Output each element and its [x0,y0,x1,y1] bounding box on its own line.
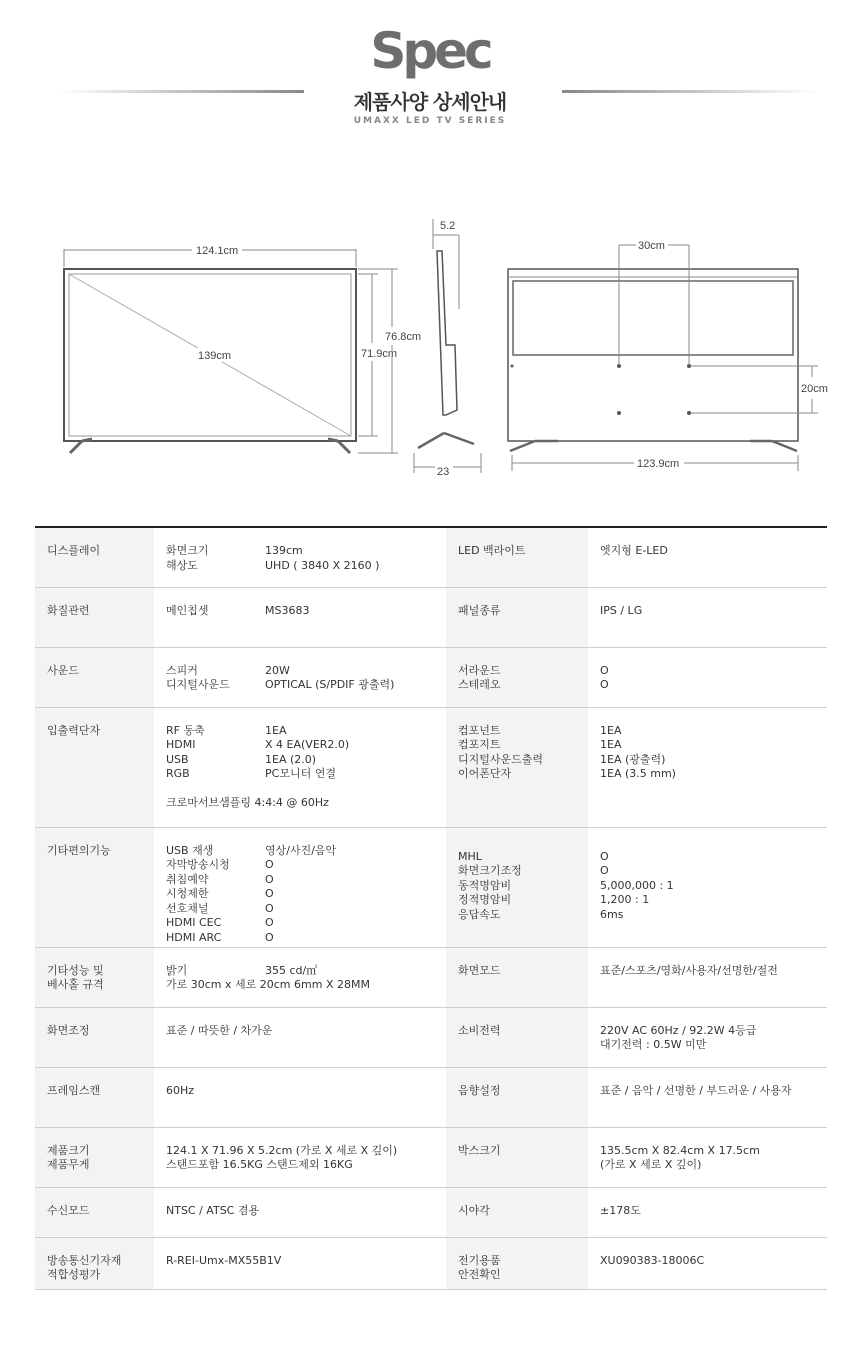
spec-item [166,544,434,559]
spec-row [35,1007,827,1067]
front-width-label: 124.1cm [196,245,239,257]
spec-value [588,947,827,1007]
spec-item [166,873,434,888]
spec-label-line: 디지털사운드출력 [458,752,544,766]
spec-label [35,1067,154,1127]
spec-label [446,947,588,1007]
spec-item-value: O [265,858,274,871]
spec-label-line: 패널종류 [458,603,501,617]
spec-label [35,1237,154,1289]
spec-item-key: HDMI ARC [166,930,222,944]
spec-value [588,827,827,947]
spec-label [446,1007,588,1067]
spec-item-key: 선호채널 [166,901,209,915]
spec-item [166,931,434,946]
spec-header [0,0,860,140]
spec-item [166,1254,434,1269]
series-name: UMAXX LED TV SERIES [353,116,507,126]
spec-item [166,604,434,619]
spec-table [35,526,827,1290]
spec-row [35,1187,827,1237]
spec-label [35,947,154,1007]
spec-item-value: OPTICAL (S/PDIF 광출력) [265,678,395,691]
spec-label-line: MHL [458,849,482,863]
spec-label-line: 적합성평가 [47,1268,101,1281]
spec-value [588,587,827,647]
spec-label-line: LED 백라이트 [458,544,526,557]
spec-row [35,947,827,1007]
spec-row [35,1237,827,1289]
spec-extra: 가로 30cm x 세로 20cm 6mm X 28MM [166,978,370,991]
spec-item-value: O [265,930,274,944]
spec-label [446,827,588,947]
spec-label-line: 음향설정 [458,1083,501,1097]
spec-item-key: HDMI CEC [166,916,222,929]
spec-value-line: 1EA [600,723,622,737]
spec-row [35,527,827,587]
spec-value [154,1127,446,1187]
spec-item-key: R-REI-Umx-MX55B1V [166,1253,282,1267]
spec-item [166,724,434,739]
spec-item-key: 자막방송시청 [166,858,230,871]
screen-height-label: 71.9cm [361,348,398,360]
spec-item-key: USB 재생 [166,843,214,857]
spec-value-line: 1,200 : 1 [600,893,650,906]
spec-label-line: 기타성능 및 [47,963,104,977]
spec-label-line: 수신모드 [47,1203,90,1217]
spec-item-key: USB [166,752,189,766]
spec-item-value: MS3683 [265,603,310,617]
spec-label [35,527,154,587]
spec-label [35,587,154,647]
spec-item-value: O [265,916,274,929]
spec-item-key: HDMI [166,738,196,751]
spec-item-key: 스탠드포함 16.5KG 스탠드제외 16KG [166,1158,353,1171]
spec-item-value: 1EA [265,723,287,737]
back-view [508,240,828,471]
spec-label-line: 정적명암비 [458,893,512,906]
spec-item-value: UHD ( 3840 X 2160 ) [265,558,380,572]
spec-label-line: 방송통신기자재 [47,1253,122,1267]
spec-value-line: O [600,663,609,677]
spec-item [166,1024,434,1039]
spec-value-line: (가로 X 세로 X 깊이) [600,1158,702,1171]
spec-value-line: ±178도 [600,1203,641,1217]
spec-row [35,1067,827,1127]
spec-item-value: 영상/사진/음악 [265,843,337,857]
spec-value [154,1187,446,1237]
spec-item [166,902,434,917]
spec-item [166,887,434,902]
spec-value [588,1067,827,1127]
spec-value-line: 대기전력 : 0.5W 미만 [600,1038,707,1051]
depth-top-label: 5.2 [440,220,456,232]
spec-row [35,1127,827,1187]
spec-item-key: 해상도 [166,558,198,572]
spec-label-line: 화면크기조정 [458,864,522,877]
spec-item-key: 밝기 [166,963,188,977]
spec-label-line: 동적명암비 [458,878,512,892]
spec-item-key: RF 동축 [166,723,205,737]
page-title: 제품사양 상세안내 [353,90,507,114]
spec-label [446,647,588,707]
spec-label-line: 박스크기 [458,1143,501,1157]
spec-item [166,678,434,693]
spec-value-line: 표준/스포츠/영화/사용자/선명한/절전 [600,963,778,977]
spec-value-line: 1EA (광출력) [600,752,666,766]
spec-label [35,1127,154,1187]
spec-label-line: 화면모드 [458,963,501,977]
spec-label-line: 전기용품 [458,1253,501,1267]
spec-label-line: 기타편의기능 [47,843,111,857]
stand-depth-label: 23 [437,466,450,478]
spec-item-value: O [265,901,274,915]
spec-label-line: 스테레오 [458,678,501,691]
spec-value-line: IPS / LG [600,603,643,617]
spec-item [166,916,434,931]
spec-value-line: 1EA (3.5 mm) [600,767,676,780]
spec-label-line: 컴포넌트 [458,723,501,737]
spec-value [588,707,827,827]
spec-item [166,738,434,753]
spec-value-line: O [600,849,609,863]
spec-value [154,827,446,947]
spec-item [166,664,434,679]
spec-row [35,827,827,947]
vesa-horizontal-label: 30cm [638,240,665,252]
spec-value-line: 5,000,000 : 1 [600,878,674,892]
spec-value [154,647,446,707]
spec-item [166,844,434,859]
spec-item-key: RGB [166,767,190,780]
spec-value [154,707,446,827]
spec-label [35,707,154,827]
spec-item-key: 취침예약 [166,872,209,886]
spec-label [446,587,588,647]
spec-item [166,1204,434,1219]
spec-row [35,707,827,827]
spec-label [35,827,154,947]
spec-item [166,858,434,873]
spec-logo: Spec [370,22,490,80]
spec-item-key: 화면크기 [166,544,209,557]
spec-value-line: 엣지형 E-LED [600,544,668,557]
dimension-diagram [0,205,860,490]
spec-label-line: 화면조정 [47,1023,90,1037]
spec-value-line: 6ms [600,907,624,921]
diagonal-label: 139cm [198,350,232,362]
spec-item-key: NTSC / ATSC 겸용 [166,1203,260,1217]
spec-extra: 크로마서브샘플링 4:4:4 @ 60Hz [166,795,329,809]
spec-item [166,964,434,979]
spec-label-line: 베사홀 규격 [47,978,104,991]
spec-item-value: 139cm [265,544,303,557]
spec-label [446,527,588,587]
spec-item-key: 124.1 X 71.96 X 5.2cm (가로 X 세로 X 깊이) [166,1143,398,1157]
spec-item-value: 1EA (2.0) [265,752,317,766]
spec-value [154,1007,446,1067]
spec-item [166,1158,434,1173]
spec-row [35,647,827,707]
spec-label-line: 서라운드 [458,663,501,677]
spec-value [154,1237,446,1289]
spec-label [446,1187,588,1237]
spec-label [446,1237,588,1289]
spec-value [588,1007,827,1067]
spec-label-line: 프레임스캔 [47,1083,101,1097]
spec-item [166,1084,434,1099]
spec-item-key: 스피커 [166,663,198,677]
spec-label-line: 입출력단자 [47,723,101,737]
spec-label [35,647,154,707]
side-view [414,219,481,478]
spec-item-value: 20W [265,663,290,677]
spec-item-value: O [265,887,274,900]
spec-label-line: 제품크기 [47,1143,90,1157]
spec-item-key: 메인칩셋 [166,603,209,617]
spec-item [166,753,434,768]
spec-item [166,1144,434,1159]
spec-value [588,647,827,707]
spec-label [446,707,588,827]
spec-item-key: 디지털사운드 [166,678,230,691]
spec-value [588,1127,827,1187]
spec-value [154,1067,446,1127]
spec-label-line: 컴포지트 [458,738,501,751]
vesa-vertical-label: 20cm [801,383,828,395]
spec-value-line: 1EA [600,738,622,751]
spec-item-key: 시청제한 [166,887,209,900]
spec-value [588,1237,827,1289]
spec-item [166,559,434,574]
spec-item-key: 60Hz [166,1083,195,1097]
spec-label-line: 사운드 [47,663,79,677]
spec-row [35,587,827,647]
spec-label-line: 이어폰단자 [458,767,512,780]
spec-label [35,1007,154,1067]
spec-label-line: 제품무게 [47,1158,90,1171]
spec-item-value: O [265,872,274,886]
spec-value [154,587,446,647]
spec-value-line: O [600,864,609,877]
total-height-label: 76.8cm [385,331,422,343]
spec-label-line: 화질관련 [47,603,90,617]
spec-value [154,527,446,587]
spec-label-line: 디스플레이 [47,544,101,557]
spec-value-line: XU090383-18006C [600,1253,705,1267]
spec-label [35,1187,154,1237]
spec-item [166,767,434,782]
spec-value-line: 220V AC 60Hz / 92.2W 4등급 [600,1023,757,1037]
spec-label-line: 소비전력 [458,1023,501,1037]
spec-value-line: 135.5cm X 82.4cm X 17.5cm [600,1143,760,1157]
spec-label-line: 안전확인 [458,1268,501,1281]
spec-label [446,1067,588,1127]
spec-item-key: 표준 / 따뜻한 / 차가운 [166,1023,273,1037]
spec-value [588,527,827,587]
spec-label-line: 응답속도 [458,907,501,921]
spec-label-line: 시야각 [458,1203,490,1217]
spec-item-value: X 4 EA(VER2.0) [265,738,350,751]
spec-label [446,1127,588,1187]
spec-value-line: O [600,678,609,691]
spec-item-value: 355 cd/㎡ [265,963,318,977]
front-view [64,242,424,453]
stand-width-label: 123.9cm [637,458,680,470]
spec-value [154,947,446,1007]
spec-value [588,1187,827,1237]
spec-item-value: PC모니터 연결 [265,767,336,780]
spec-value-line: 표준 / 음악 / 선명한 / 부드러운 / 사용자 [600,1083,792,1097]
